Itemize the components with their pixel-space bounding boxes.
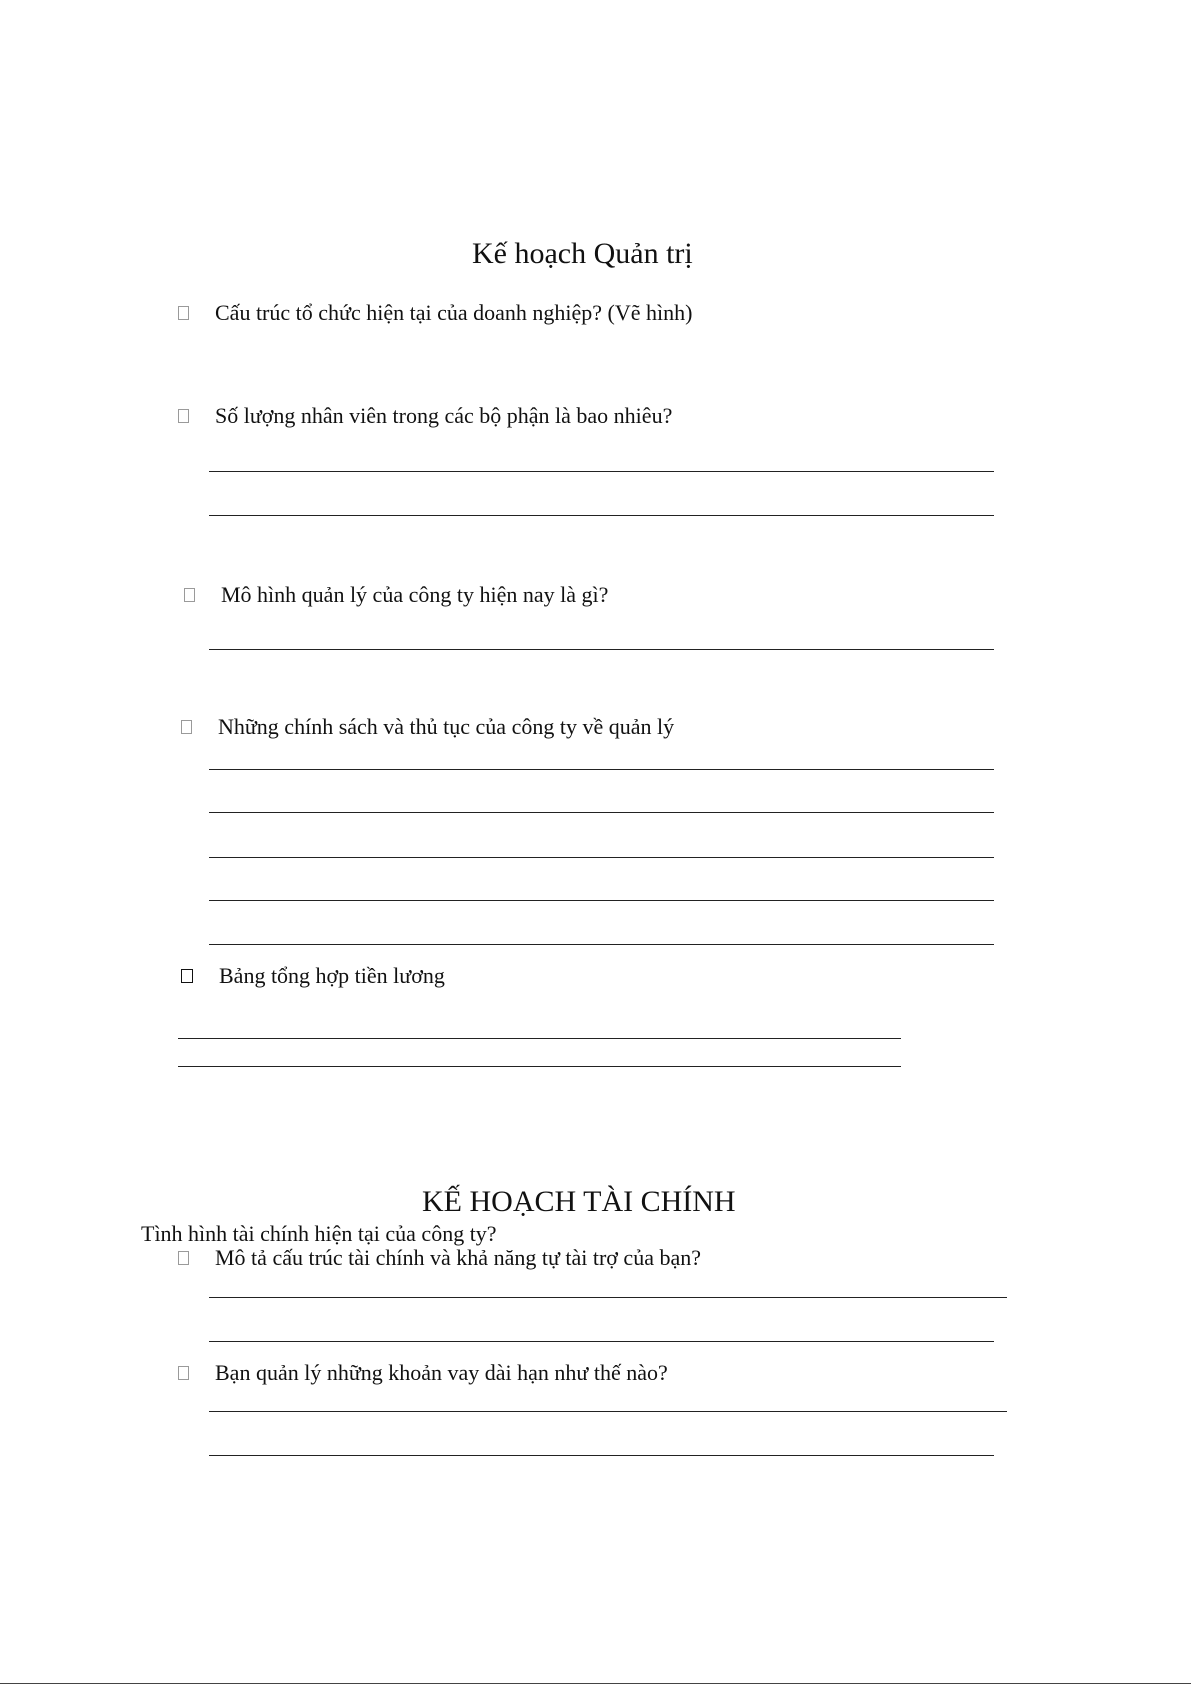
answer-line[interactable]	[209, 944, 994, 945]
answer-line[interactable]	[209, 900, 994, 901]
question-policies	[181, 714, 674, 740]
answer-line[interactable]	[209, 1341, 994, 1342]
answer-line[interactable]	[209, 471, 994, 472]
section-subtitle: Tình hình tài chính hiện tại của công ty?	[141, 1221, 497, 1246]
checkbox-icon[interactable]	[178, 1251, 189, 1265]
question-employee-count	[178, 403, 672, 429]
answer-line[interactable]	[209, 1455, 994, 1456]
answer-line[interactable]	[209, 769, 994, 770]
question-text: Cấu trúc tổ chức hiện tại của doanh nghiệp? (Vẽ hình)	[215, 300, 693, 325]
question-management-model	[184, 582, 608, 608]
checkbox-icon[interactable]	[184, 588, 195, 602]
checkbox-icon[interactable]	[178, 409, 189, 423]
question-text: Bảng tổng hợp tiền lương	[219, 963, 445, 988]
question-financial-structure	[178, 1245, 701, 1271]
answer-line[interactable]	[209, 649, 994, 650]
answer-line[interactable]	[178, 1066, 901, 1067]
question-payroll	[181, 963, 445, 989]
section-title-finance: KẾ HOẠCH TÀI CHÍNH	[422, 1185, 736, 1218]
section-title-management: Kế hoạch Quản trị	[472, 237, 693, 270]
answer-line[interactable]	[209, 515, 994, 516]
question-text: Bạn quản lý những khoản vay dài hạn như thế nào?	[215, 1360, 668, 1385]
answer-line[interactable]	[209, 857, 994, 858]
checkbox-icon[interactable]	[178, 1366, 189, 1380]
question-org-structure	[178, 300, 692, 326]
checkbox-icon[interactable]	[181, 969, 193, 983]
question-text: Mô hình quản lý của công ty hiện nay là gì?	[221, 582, 609, 607]
answer-line[interactable]	[178, 1038, 901, 1039]
question-text: Mô tả cấu trúc tài chính và khả năng tự tài trợ của bạn?	[215, 1245, 701, 1270]
answer-line[interactable]	[209, 1297, 1007, 1298]
answer-line[interactable]	[209, 1411, 1007, 1412]
question-text: Những chính sách và thủ tục của công ty về quản lý	[218, 714, 675, 739]
footer-divider	[0, 1683, 1191, 1684]
checkbox-icon[interactable]	[181, 720, 192, 734]
checkbox-icon[interactable]	[178, 306, 189, 320]
question-text: Số lượng nhân viên trong các bộ phận là bao nhiêu?	[215, 403, 673, 428]
question-long-term-loans	[178, 1360, 668, 1386]
answer-line[interactable]	[209, 812, 994, 813]
